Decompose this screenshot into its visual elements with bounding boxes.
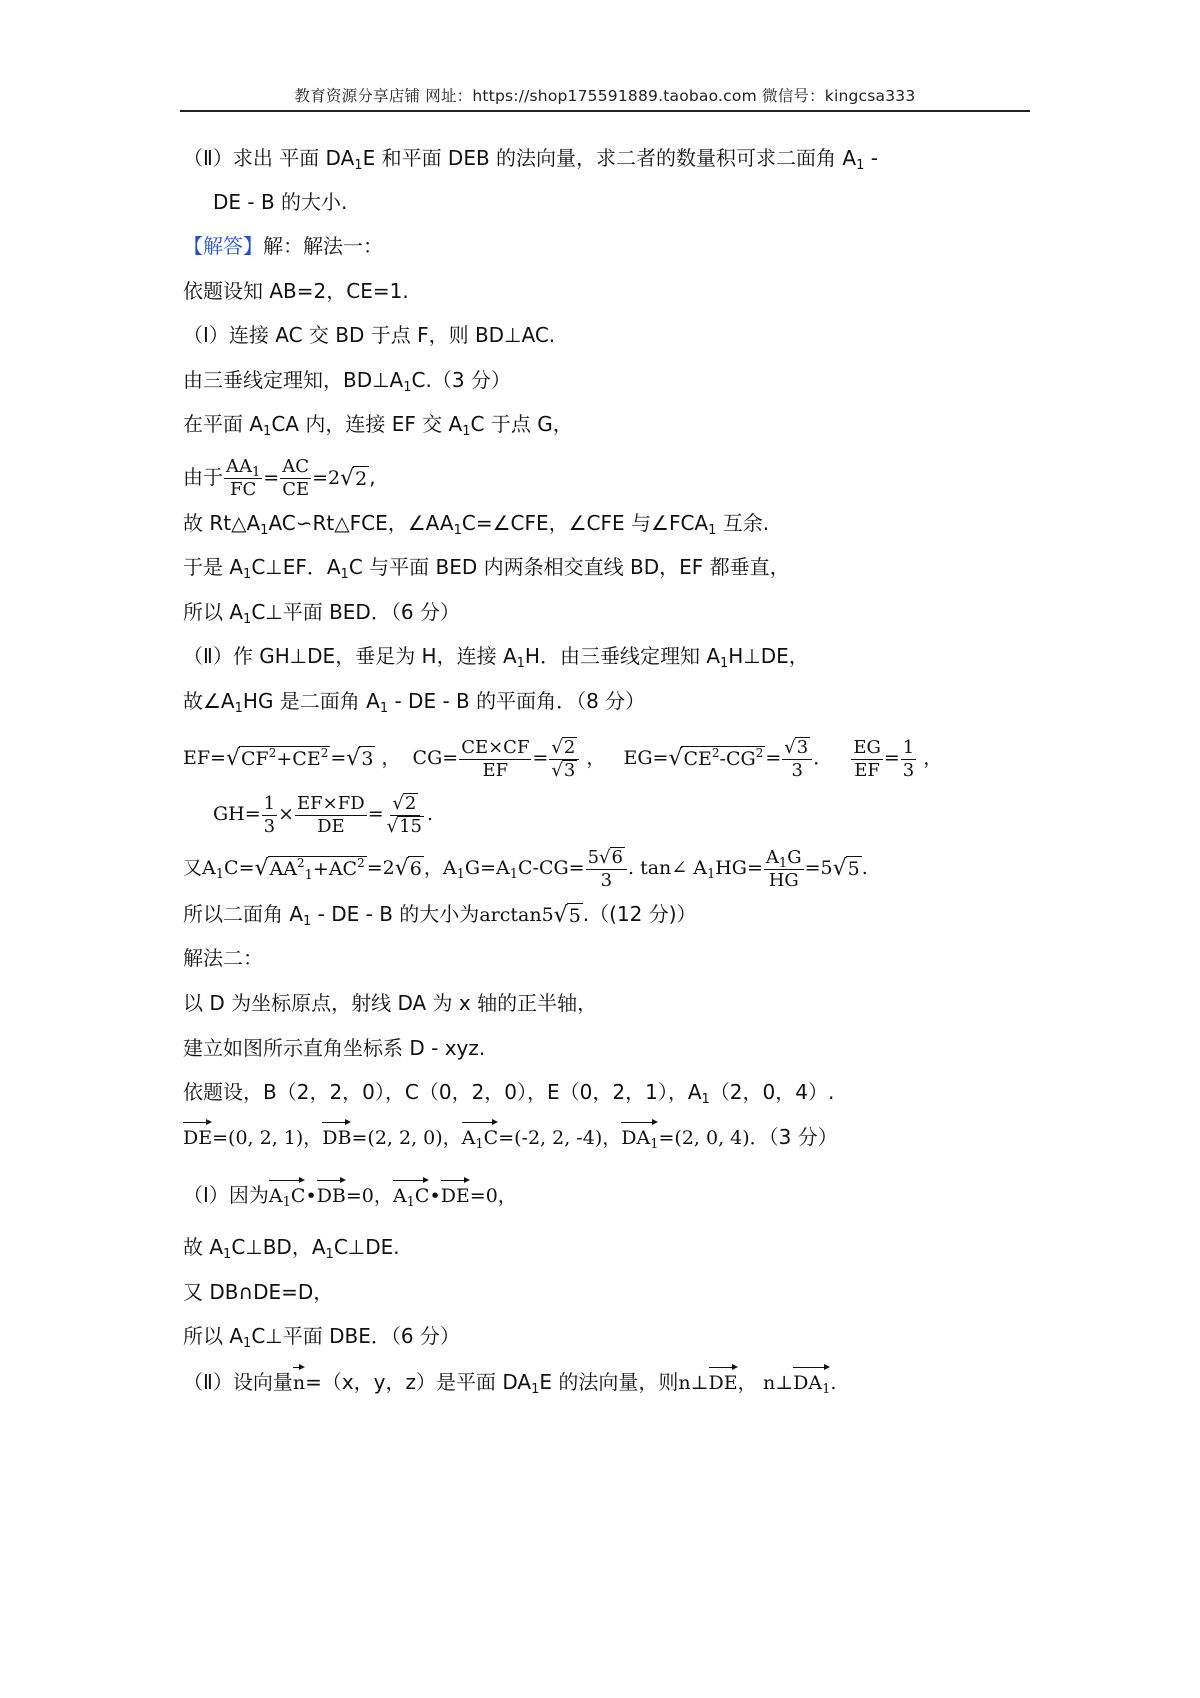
text: （Ⅱ）求出 平面 DA — [183, 146, 355, 170]
num: 1 — [263, 792, 276, 814]
den: 3 — [791, 759, 803, 781]
fraction-aa1-fc — [224, 456, 262, 501]
line-14-formulas — [183, 730, 942, 786]
page-header: 教育资源分享店铺 网址：https://shop175591889.taobao.com 微信号：kingcsa333 — [294, 87, 916, 105]
sup: 2 — [296, 856, 305, 870]
sub: 1 — [406, 1195, 415, 1210]
text: +AC — [312, 858, 358, 880]
radicand: 15 — [399, 815, 422, 837]
line-13 — [183, 687, 645, 715]
text: （2，0，4）. — [709, 1080, 835, 1104]
line-11 — [183, 598, 460, 626]
line-9 — [183, 509, 769, 537]
text: EF= — [183, 747, 226, 769]
text: • — [429, 1185, 441, 1207]
text: C.（3 分） — [411, 368, 511, 392]
sqrt: √ 2 — [340, 465, 368, 491]
sqrt: √ 3 — [346, 746, 374, 771]
line-18 — [183, 944, 263, 972]
fraction: √ 2 √ 15 — [386, 792, 422, 837]
text: = — [330, 747, 347, 769]
sub: 1 — [475, 1137, 484, 1152]
text: C-CG= — [518, 857, 585, 879]
text: 由三垂线定理知，BD⊥A — [183, 368, 404, 392]
text: =0， — [345, 1185, 393, 1207]
fraction — [459, 737, 531, 782]
sub: 1 — [456, 867, 465, 882]
radicand: 6 — [409, 858, 422, 880]
num: EF×FD — [297, 792, 365, 814]
text: （Ⅱ）作 GH⊥DE，垂足为 H，连接 A — [183, 644, 517, 668]
text: C=∠CFE，∠CFE 与∠FCA — [461, 511, 709, 535]
vector: DE — [441, 1182, 470, 1210]
radicand: 3 — [361, 748, 374, 770]
fraction — [901, 737, 916, 782]
sup: 2 — [711, 746, 720, 760]
text: -CG — [719, 748, 756, 770]
text: AA — [269, 858, 297, 880]
fraction — [764, 847, 804, 892]
fraction: √ 2 √ 3 — [549, 737, 579, 782]
num: CE×CF — [461, 736, 530, 758]
line-23 — [183, 1181, 517, 1210]
text: . — [861, 857, 868, 879]
text: A — [202, 857, 216, 879]
text: =(2, 2, 0)， — [351, 1127, 462, 1149]
den: EF — [854, 759, 880, 781]
sup: 2 — [320, 746, 329, 760]
text: =(2, 0, 4)． — [658, 1127, 769, 1149]
radicand: 2 — [404, 792, 417, 814]
radicand: 3 — [563, 759, 576, 781]
sub: 1 — [462, 424, 471, 439]
sub: 1 — [252, 465, 261, 480]
text: GH= — [213, 803, 261, 825]
text: = — [765, 747, 782, 769]
vector — [462, 1124, 499, 1152]
text: =2 — [366, 857, 395, 879]
text: × — [278, 803, 295, 825]
text: 建立如图所示直角坐标系 D - xyz. — [183, 1036, 486, 1060]
text: HG 是二面角 A — [242, 689, 380, 713]
sub: 1 — [509, 867, 518, 882]
text: =0， — [469, 1185, 517, 1207]
sub: 1 — [260, 523, 269, 538]
text: （Ⅰ）因为 — [183, 1183, 269, 1207]
text: G=A — [464, 857, 510, 879]
sub: 1 — [340, 567, 349, 582]
text: 又 DB∩DE=D， — [183, 1280, 334, 1304]
line-4 — [183, 277, 409, 305]
sub: 1 — [822, 1382, 831, 1397]
sup: 2 — [268, 746, 277, 760]
sub: 1 — [453, 523, 462, 538]
text: ，A — [423, 857, 457, 879]
line-19 — [183, 989, 597, 1017]
sqrt: √ 6 — [394, 856, 422, 881]
text: . tan∠ A — [627, 857, 707, 879]
sub: 1 — [215, 867, 225, 882]
radicand: 5 — [847, 858, 860, 880]
vector — [269, 1182, 306, 1210]
sub: 1 — [706, 867, 716, 882]
den: HG — [768, 869, 799, 891]
text: AC∽Rt△FCE，∠AA — [268, 511, 454, 535]
den: CE — [282, 479, 310, 500]
sub: 1 — [531, 1382, 540, 1397]
vector: DE — [709, 1369, 738, 1397]
text: =5 — [804, 857, 833, 879]
radicand: 5 — [568, 904, 581, 927]
sqrt: √ $CF^2+CE^2$ — [225, 746, 329, 771]
vector: DE — [183, 1124, 212, 1152]
text: ． — [813, 747, 833, 769]
sqrt: √ 5 — [553, 902, 581, 928]
fraction — [851, 737, 883, 782]
line-2 — [213, 188, 347, 216]
text: , — [369, 465, 376, 489]
text: A — [268, 1185, 283, 1207]
score: （3 分） — [768, 1125, 838, 1149]
text: +CE — [276, 748, 321, 770]
text: 在平面 A — [183, 412, 264, 436]
sub: 1 — [234, 701, 243, 716]
text: 解：解法一： — [263, 234, 383, 258]
vector-n: n — [293, 1369, 305, 1397]
text: C⊥BD，A — [231, 1235, 326, 1259]
text: C= — [224, 857, 255, 879]
line-17 — [183, 900, 697, 929]
sub: 1 — [708, 523, 717, 538]
line-15-gh — [213, 786, 433, 842]
line-27 — [183, 1368, 836, 1397]
fraction-ac-ce — [280, 456, 311, 501]
text: n⊥ — [678, 1372, 709, 1394]
vector: DB — [317, 1182, 346, 1210]
sub: 1 — [282, 1195, 291, 1210]
line-1 — [183, 144, 878, 172]
sqrt: √ 5 — [832, 856, 860, 881]
line-5 — [183, 321, 555, 349]
line-7 — [183, 410, 573, 438]
text: = — [532, 747, 549, 769]
text: 解法二： — [183, 946, 263, 970]
text: C 于点 G， — [470, 412, 573, 436]
radicand: 6 — [611, 846, 623, 868]
text: =（x，y，z）是平面 DA — [305, 1370, 532, 1394]
text: • — [305, 1185, 317, 1207]
line-12 — [183, 642, 809, 670]
sub: 1 — [263, 424, 272, 439]
sub: 1 — [778, 855, 788, 871]
text: CE — [683, 748, 712, 770]
text: CA 内，连接 EF 交 A — [271, 412, 463, 436]
text: 由于 — [183, 465, 223, 489]
line-16-a1c — [183, 840, 868, 896]
text: 所以二面角 A — [183, 902, 304, 926]
text: C 与平面 BED 内两条相交直线 BD，EF 都垂直， — [348, 555, 790, 579]
text: 故 Rt△A — [183, 511, 261, 535]
text: EG= — [623, 747, 669, 769]
sqrt: √ $CE^2-CG^2$ — [668, 746, 764, 771]
text: DE - B 的大小. — [213, 190, 348, 214]
text: .（(12 分)） — [582, 902, 697, 926]
den: 3 — [263, 815, 276, 837]
text: = — [883, 747, 900, 769]
text: （Ⅰ）连接 AC 交 BD 于点 F，则 BD⊥AC. — [183, 323, 556, 347]
sub: 1 — [243, 612, 252, 627]
sub: 1 — [379, 701, 389, 716]
sub: 1 — [403, 380, 412, 395]
radicand: 2 — [355, 467, 368, 490]
radicand: 2 — [563, 736, 576, 758]
num: AA — [226, 456, 252, 477]
text: 所以 A — [183, 1324, 244, 1348]
text: 故 A — [183, 1235, 224, 1259]
text: E 的法向量，则 — [539, 1370, 679, 1394]
den: DE — [317, 815, 345, 837]
text: DA — [793, 1372, 823, 1394]
sub: 1 — [650, 1137, 659, 1152]
sup: 2 — [755, 746, 764, 760]
line-3 — [183, 232, 383, 260]
text: C — [414, 1185, 430, 1207]
line-20 — [183, 1034, 485, 1062]
text: CG= — [412, 747, 459, 769]
sqrt: √ $AA^2_1+AC^2$ — [254, 856, 365, 883]
vector — [393, 1182, 430, 1210]
text: 互余. — [716, 511, 770, 535]
den: 3 — [902, 759, 915, 781]
text: 于是 A — [183, 555, 244, 579]
sub: 1 — [223, 1247, 232, 1262]
sub: 1 — [701, 1092, 710, 1107]
header-rule — [180, 110, 1030, 112]
text: A — [461, 1127, 476, 1149]
text: =2 — [312, 467, 341, 489]
vector: DB — [322, 1124, 351, 1152]
sup: 2 — [357, 856, 365, 870]
answer-label: 【解答】 — [183, 234, 263, 258]
den: EF — [482, 759, 509, 781]
text: C⊥EF．A — [251, 555, 341, 579]
text: A — [392, 1185, 407, 1207]
text: CF — [241, 748, 269, 770]
text: . — [427, 803, 434, 825]
text: DA — [621, 1127, 651, 1149]
text: C⊥平面 BED．（6 分） — [251, 600, 460, 624]
text: = — [367, 803, 384, 825]
line-22-vectors — [183, 1123, 838, 1152]
sub: 1 — [516, 656, 525, 671]
text: ， — [737, 1372, 757, 1394]
num: 5 — [587, 846, 600, 868]
num: A — [765, 846, 779, 868]
text: arctan5 — [479, 904, 554, 926]
fraction: √ 3 3 — [782, 737, 812, 782]
sub: 1 — [303, 914, 312, 929]
line-6 — [183, 366, 511, 394]
text: - — [864, 146, 878, 170]
text: 依题设知 AB=2，CE=1. — [183, 279, 409, 303]
sub: 1 — [304, 868, 313, 883]
text: 所以 A — [183, 600, 244, 624]
text: （Ⅱ）设向量 — [183, 1370, 293, 1394]
line-25 — [183, 1278, 333, 1306]
vector — [621, 1124, 658, 1152]
text: H⊥DE， — [728, 644, 809, 668]
radicand: 3 — [796, 736, 809, 758]
fraction — [295, 793, 367, 838]
text: HG= — [715, 857, 763, 879]
num: 1 — [902, 736, 915, 758]
text: . — [830, 1372, 837, 1394]
fraction: 5 √ 6 3 — [586, 847, 627, 892]
line-24 — [183, 1233, 400, 1261]
sub: 1 — [720, 656, 729, 671]
line-10 — [183, 553, 790, 581]
sub: 1 — [243, 1336, 252, 1351]
line-8 — [183, 452, 376, 503]
text: C — [290, 1185, 306, 1207]
text: C — [483, 1127, 499, 1149]
line-26 — [183, 1322, 460, 1350]
text: C⊥DE. — [333, 1235, 400, 1259]
line-21 — [183, 1078, 834, 1106]
num: G — [787, 846, 802, 868]
num: EG — [853, 736, 881, 758]
text: - DE - B 的大小为 — [311, 902, 480, 926]
den: 3 — [600, 869, 613, 891]
sub: 1 — [354, 158, 363, 173]
text: - DE - B 的平面角．（8 分） — [388, 689, 646, 713]
sub: 1 — [856, 158, 865, 173]
sub: 1 — [325, 1247, 334, 1262]
text: 又 — [183, 857, 203, 879]
num: AC — [282, 456, 310, 477]
text: 故∠A — [183, 689, 235, 713]
text: ， — [375, 747, 401, 769]
text: ， — [917, 747, 943, 769]
text: =(-2, 2, -4)， — [498, 1127, 622, 1149]
text: C⊥平面 DBE．（6 分） — [251, 1324, 460, 1348]
text: n⊥ — [762, 1372, 794, 1394]
vector — [793, 1369, 830, 1397]
text: ， — [580, 747, 606, 769]
text: = — [263, 467, 280, 489]
text: E 和平面 DEB 的法向量，求二者的数量积可求二面角 A — [362, 146, 857, 170]
text: =(0, 2, 1)， — [212, 1127, 323, 1149]
sub: 1 — [243, 567, 252, 582]
text: 依题设，B（2，2，0），C（0，2，0），E（0，2，1），A — [183, 1080, 702, 1104]
text: 以 D 为坐标原点，射线 DA 为 x 轴的正半轴， — [183, 991, 598, 1015]
fraction — [262, 793, 277, 838]
text: H．由三垂线定理知 A — [524, 644, 720, 668]
den: FC — [230, 479, 257, 500]
